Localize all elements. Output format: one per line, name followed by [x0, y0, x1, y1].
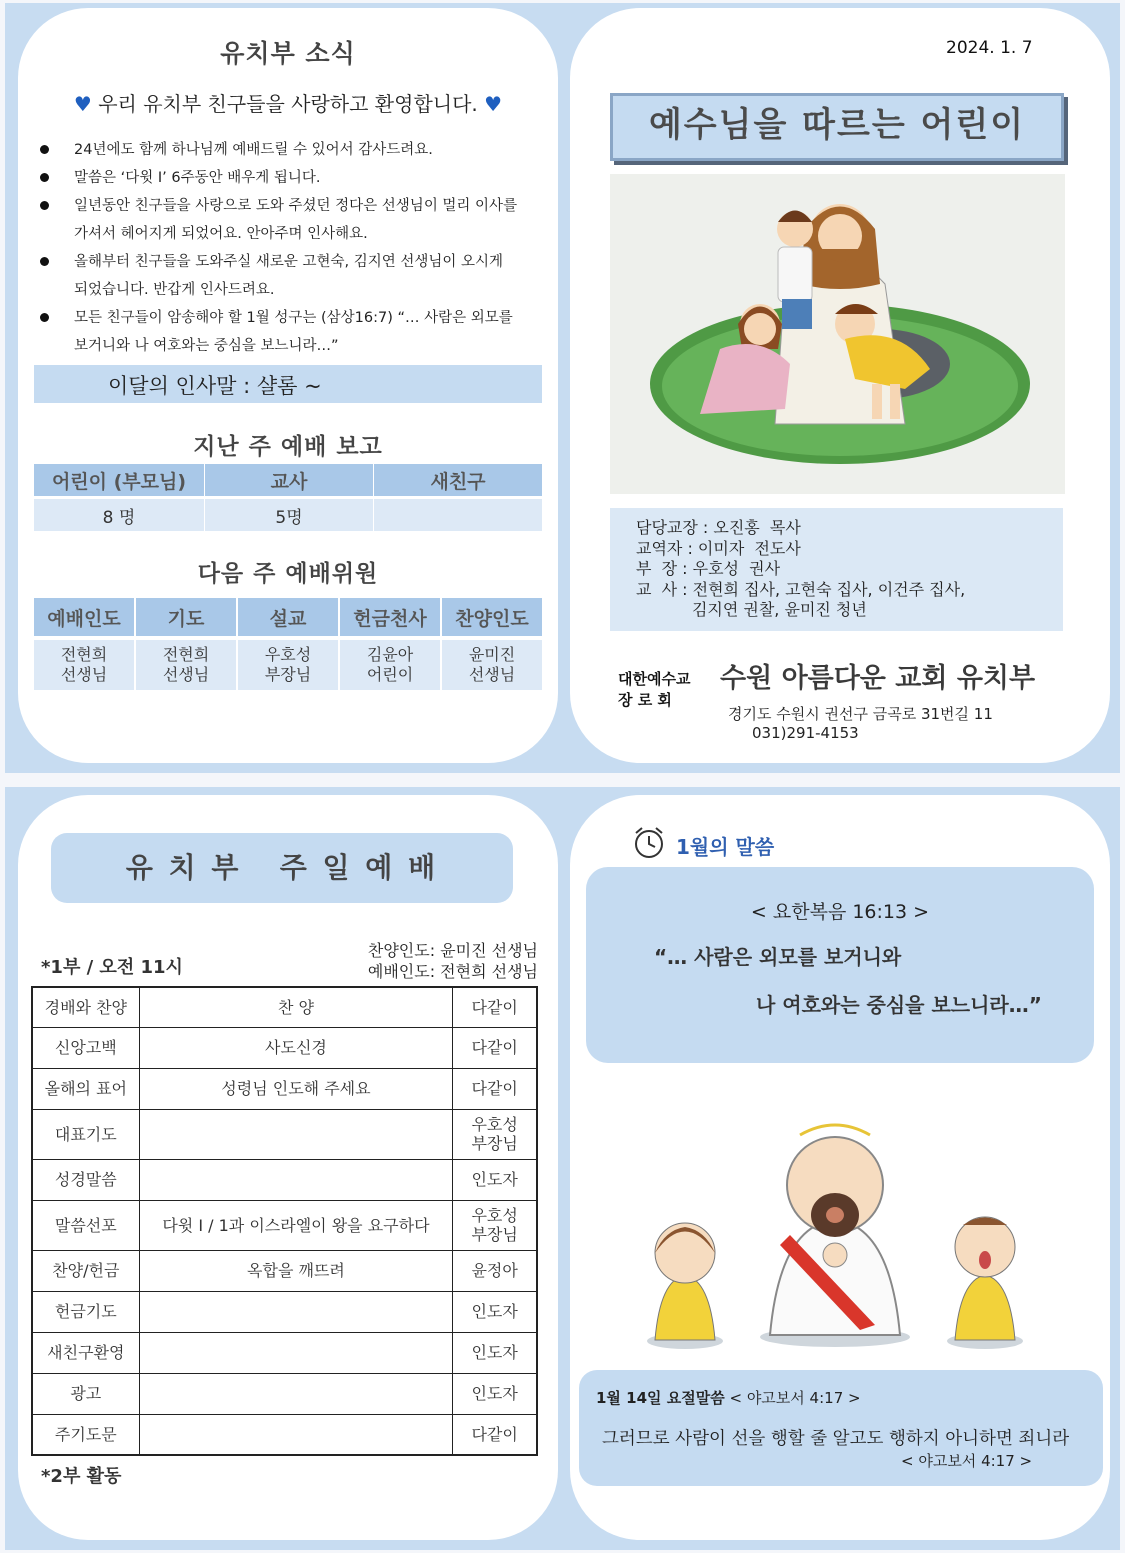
staff-line: 부 장 : 우호성 권사 — [636, 559, 781, 578]
verse-line1: “… 사람은 외모를 보거니와 — [654, 945, 902, 969]
order-row — [32, 987, 537, 1027]
weekly-verse-text: 그러므로 사람이 선을 행할 줄 알고도 행하지 아니하면 죄니라 — [602, 1429, 1070, 1449]
order-cell-line: 새친구환영 — [47, 1343, 125, 1362]
staff-line: 김지연 권찰, 윤미진 청년 — [636, 600, 867, 619]
order-cell-line: 옥합을 깨뜨려 — [247, 1261, 345, 1280]
order-cell-line: 경배와 찬양 — [44, 997, 127, 1017]
leaders-name-cell — [34, 640, 134, 690]
order-cell-line: 인도자 — [471, 1170, 518, 1189]
order-leader — [453, 1068, 537, 1109]
order-content — [139, 1200, 453, 1250]
order-content — [139, 1291, 453, 1332]
order-item — [32, 1068, 139, 1109]
order-cell-line: 우호성 — [471, 1206, 518, 1225]
news-item — [40, 192, 550, 248]
leaders-title: 다음 주 예배위원 — [197, 561, 379, 587]
weekly-verse-header — [596, 1387, 861, 1408]
order-cell-line: 인도자 — [471, 1384, 518, 1403]
leaders-name-cell — [238, 640, 338, 690]
order-cell-line: 헌금기도 — [54, 1302, 117, 1321]
report-value-cell: 5명 — [205, 499, 373, 531]
leaders-header-cell: 설교 — [238, 598, 338, 636]
order-cell-line: 윤정아 — [471, 1261, 518, 1280]
leaders-name-line: 전현희 — [60, 645, 108, 664]
staff-line: 교역자 : 이미자 전도사 — [636, 538, 801, 558]
bullet-icon — [40, 201, 49, 210]
cover-title: 예수님을 따르는 어린이 — [648, 105, 1026, 145]
leaders-header-cell: 예배인도 — [34, 598, 134, 636]
order-leader — [453, 1109, 537, 1159]
order-leader — [453, 1291, 537, 1332]
leaders-header-cell: 기도 — [136, 598, 236, 636]
news-item-line: 올해부터 친구들을 도와주실 새로운 고현숙, 김지연 선생님이 오시게 — [74, 254, 504, 270]
monthly-verse-box — [586, 867, 1094, 1063]
news-item — [40, 248, 550, 304]
church-phone: 031)291-4153 — [752, 724, 859, 742]
bullet-icon — [40, 173, 49, 182]
staff-line: 담당교장 : 오진홍 목사 — [636, 518, 801, 537]
bullet-icon — [40, 257, 49, 266]
welcome-line — [18, 88, 558, 117]
news-list — [40, 136, 550, 360]
church-address: 경기도 수원시 권선구 금곡로 31번길 11 — [728, 705, 993, 723]
staff-line: 교 사 : 전현희 집사, 고현숙 집사, 이건주 집사, — [636, 579, 966, 599]
order-row — [32, 1291, 537, 1332]
order-cell-line: 다같이 — [471, 1424, 518, 1444]
staff-list — [636, 518, 965, 621]
order-item — [32, 1109, 139, 1159]
praying-illustration — [630, 1115, 1050, 1355]
leaders-header-cell: 찬양인도 — [442, 598, 542, 636]
order-item — [32, 1291, 139, 1332]
weekly-verse-box — [579, 1370, 1103, 1486]
report-value-cell: 8 명 — [34, 499, 204, 531]
order-cell-line: 주기도문 — [54, 1424, 117, 1444]
praise-leader: 찬양인도: 윤미진 선생님 — [367, 941, 538, 960]
staff-box — [610, 508, 1063, 631]
news-item-line: 가셔서 헤어지게 되었어요. 안아주며 인사해요. — [74, 226, 368, 242]
leaders-name-line: 윤미진 — [468, 645, 516, 664]
news-title: 유치부 소식 — [220, 39, 356, 68]
news-item-line: 모든 친구들이 암송해야 할 1월 성구는 (삼상16:7) “… 사람은 외모를 — [74, 310, 513, 326]
report-header-cell: 새친구 — [374, 464, 542, 496]
leaders-name-line: 우호성 — [264, 645, 312, 664]
news-item — [40, 136, 550, 164]
report-title: 지난 주 예배 보고 — [193, 434, 383, 460]
heart-icon: ♥ — [484, 92, 503, 116]
order-cell-line: 사도신경 — [265, 1038, 327, 1057]
service-title-box — [51, 833, 513, 903]
verse-panel — [570, 795, 1110, 1540]
order-leader — [453, 1200, 537, 1250]
leaders-name-cell — [340, 640, 440, 690]
title-box — [610, 93, 1064, 161]
order-leader — [453, 1373, 537, 1414]
news-item-line: 24년에도 함께 하나님께 예배드릴 수 있어서 감사드려요. — [74, 142, 433, 158]
order-cell-line: 다같이 — [471, 1038, 518, 1057]
order-item — [32, 1200, 139, 1250]
order-row — [32, 1159, 537, 1200]
leaders-note — [368, 940, 538, 982]
verse-heading: 1월의 말씀 — [676, 835, 775, 859]
order-cell-line: 대표기도 — [54, 1124, 117, 1144]
order-cell-line: 부장님 — [471, 1134, 518, 1153]
order-item — [32, 1373, 139, 1414]
leaders-name-cell — [136, 640, 236, 690]
order-row — [32, 1200, 537, 1250]
order-content — [139, 1332, 453, 1373]
order-row — [32, 1414, 537, 1455]
weekly-verse-label: 1월 14일 요절말씀 — [596, 1389, 725, 1407]
verse-line2: 나 여호와는 중심을 보느니라…” — [756, 993, 1042, 1017]
denomination-line1: 대한예수교 — [618, 670, 691, 688]
heart-icon: ♥ — [73, 92, 92, 116]
order-item — [32, 1027, 139, 1068]
leaders-header-cell: 헌금천사 — [340, 598, 440, 636]
news-item-line: 말씀은 ‘다윗 I’ 6주동안 배우게 됩니다. — [74, 170, 321, 186]
order-cell-line: 다같이 — [471, 1079, 518, 1098]
order-content — [139, 1068, 453, 1109]
part1-label: *1부 / 오전 11시 — [41, 957, 183, 978]
greeting-text: 이달의 인사말 : 샬롬 ~ — [108, 374, 322, 398]
order-item — [32, 1159, 139, 1200]
order-of-worship-table — [31, 986, 538, 1456]
leaders-name-line: 부장님 — [264, 665, 312, 684]
leaders-name-line: 어린이 — [366, 665, 414, 684]
order-item — [32, 1332, 139, 1373]
news-panel — [18, 8, 558, 763]
order-cell-line: 찬 양 — [277, 997, 314, 1017]
cover-panel — [570, 8, 1110, 763]
order-item — [32, 987, 139, 1027]
order-row — [32, 1109, 537, 1159]
date: 2024. 1. 7 — [946, 38, 1033, 58]
denomination — [618, 669, 690, 711]
order-content — [139, 1027, 453, 1068]
leaders-name-line: 선생님 — [468, 665, 516, 684]
verse-reference: < 요한복음 16:13 > — [750, 901, 930, 923]
order-cell-line: 성령님 인도해 주세요 — [221, 1079, 371, 1098]
order-leader — [453, 1332, 537, 1373]
order-row — [32, 1068, 537, 1109]
denomination-line2: 장 로 회 — [618, 691, 672, 709]
order-content — [139, 1414, 453, 1455]
order-leader — [453, 1027, 537, 1068]
report-header-cell: 교사 — [205, 464, 373, 496]
order-row — [32, 1027, 537, 1068]
order-content — [139, 1159, 453, 1200]
bullet-icon — [40, 145, 49, 154]
order-row — [32, 1373, 537, 1414]
order-row — [32, 1332, 537, 1373]
greeting-bar — [34, 365, 542, 403]
news-item-line: 되었습니다. 반갑게 인사드려요. — [74, 282, 275, 298]
order-leader — [453, 987, 537, 1027]
order-cell-line: 다같이 — [471, 997, 518, 1017]
order-content — [139, 1373, 453, 1414]
order-item — [32, 1250, 139, 1291]
leaders-name-line: 선생님 — [162, 665, 210, 684]
order-leader — [453, 1250, 537, 1291]
bullet-icon — [40, 313, 49, 322]
report-header-cell: 어린이 (부모님) — [34, 464, 204, 496]
news-item-line: 일년동안 친구들을 사랑으로 도와 주셨던 정다은 선생님이 멀리 이사를 — [74, 198, 518, 214]
weekly-verse-ref2: < 야고보서 4:17 > — [901, 1452, 1033, 1470]
leaders-name-line: 전현희 — [162, 645, 210, 664]
part2-label: *2부 활동 — [41, 1466, 122, 1487]
order-cell-line: 인도자 — [471, 1343, 518, 1362]
leaders-name-line: 선생님 — [60, 665, 108, 684]
report-value-cell — [374, 499, 542, 531]
order-cell-line: 다윗 I / 1과 이스라엘이 왕을 요구하다 — [162, 1215, 430, 1235]
church-name: 수원 아름다운 교회 유치부 — [720, 663, 1036, 694]
order-cell-line: 부장님 — [471, 1225, 518, 1244]
order-cell-line: 말씀선포 — [54, 1215, 117, 1235]
leaders-name-cell — [442, 640, 542, 690]
order-row — [32, 1250, 537, 1291]
order-leader — [453, 1414, 537, 1455]
news-item — [40, 164, 550, 192]
worship-leader: 예배인도: 전현희 선생님 — [367, 962, 538, 981]
order-leader — [453, 1159, 537, 1200]
news-item-line: 보거니와 나 여호와는 중심을 보느니라…” — [74, 338, 339, 354]
order-cell-line: 성경말씀 — [54, 1170, 117, 1189]
order-cell-line: 광고 — [70, 1384, 102, 1403]
news-item — [40, 304, 550, 360]
order-content — [139, 1109, 453, 1159]
order-item — [32, 1414, 139, 1455]
leaders-name-line: 김윤아 — [366, 645, 414, 664]
order-content — [139, 987, 453, 1027]
jesus-children-illustration — [610, 174, 1065, 494]
order-cell-line: 우호성 — [471, 1115, 518, 1134]
order-cell-line: 올해의 표어 — [44, 1079, 127, 1098]
order-cell-line: 인도자 — [471, 1302, 518, 1321]
order-cell-line: 찬양/헌금 — [52, 1261, 120, 1280]
service-title: 유 치 부 주 일 예 배 — [125, 851, 439, 884]
weekly-verse-ref: < 야고보서 4:17 > — [729, 1389, 861, 1407]
order-content — [139, 1250, 453, 1291]
clock-icon — [632, 825, 666, 863]
order-cell-line: 신앙고백 — [54, 1038, 117, 1057]
welcome-text: 우리 유치부 친구들을 사랑하고 환영합니다. — [98, 92, 478, 116]
